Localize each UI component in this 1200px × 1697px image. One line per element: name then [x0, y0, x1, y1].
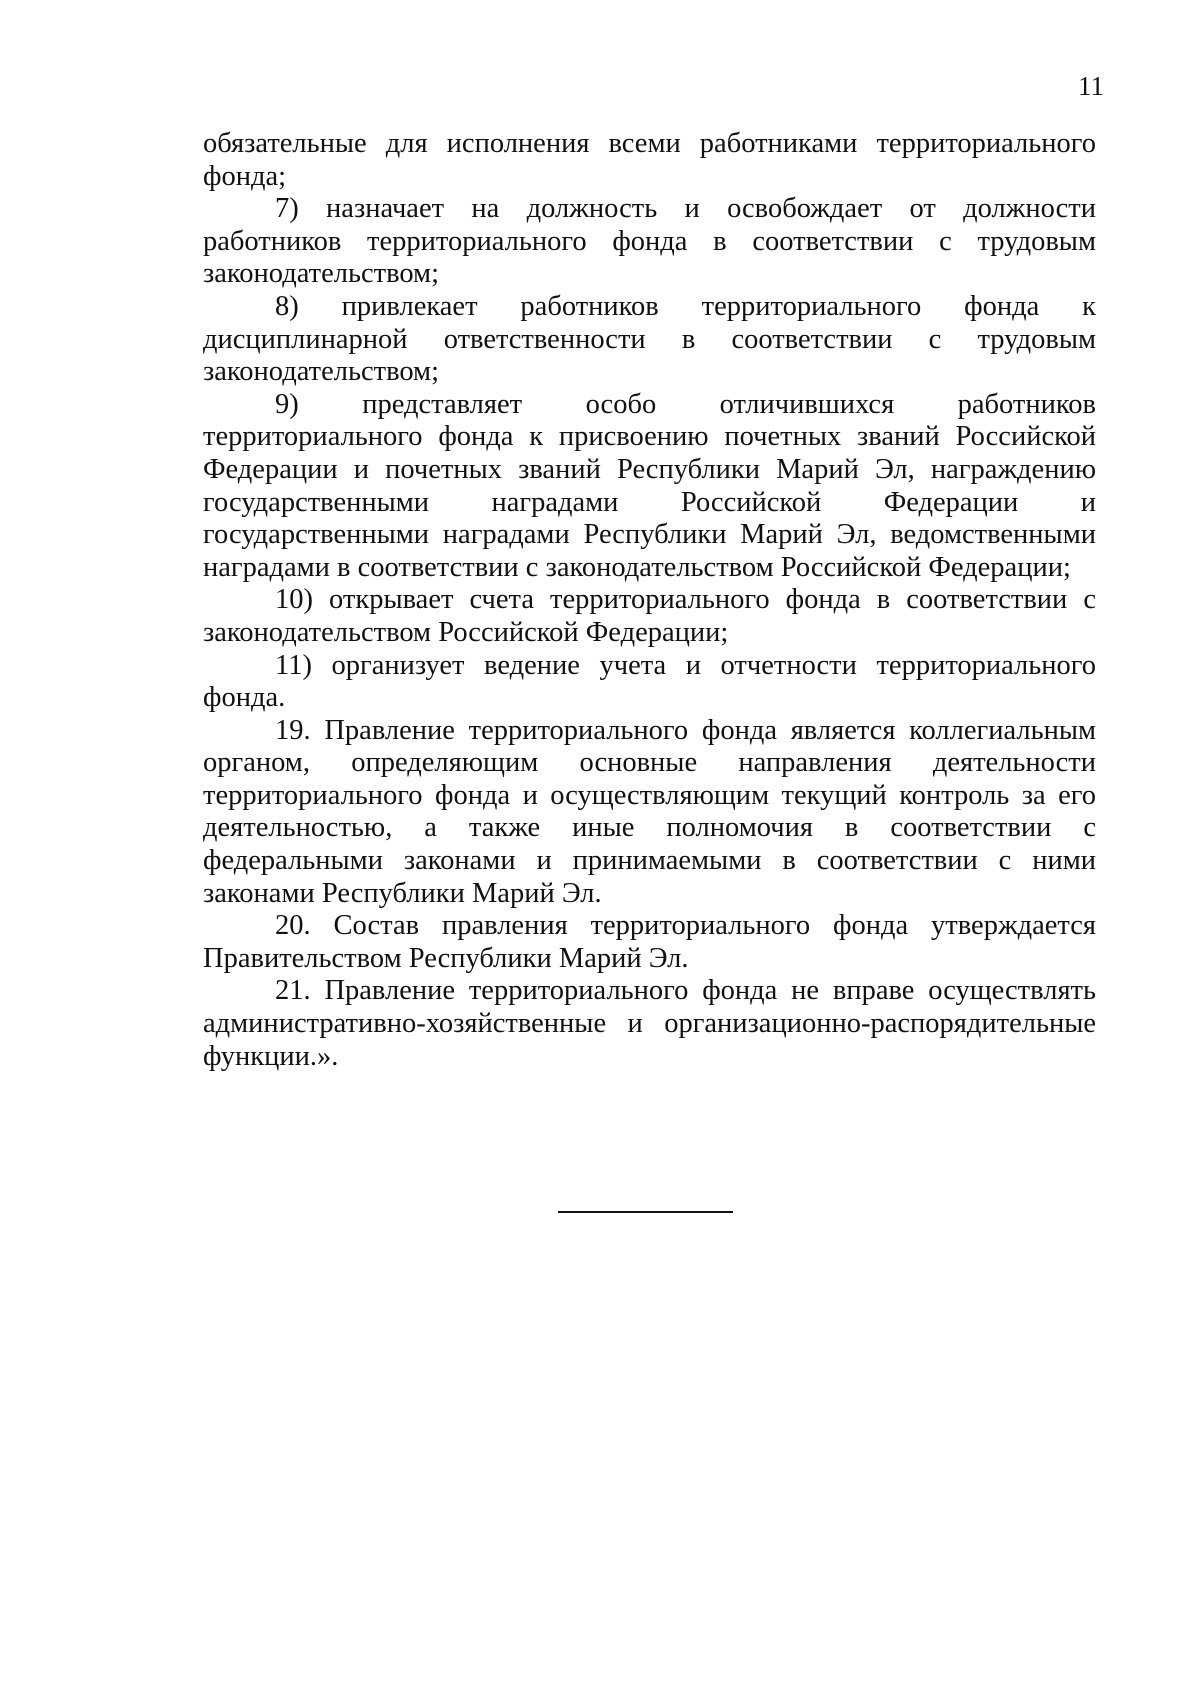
- end-of-document-rule: [558, 1211, 733, 1213]
- paragraph-section-19: 19. Правление территориального фонда является коллегиальным органом, определяющим основные направления деятельности территориального фонда и осуществляющим текущий контроль за его деятельностью, а также иные полномочия в соответствии с федеральными законами и принимаемыми в соответствии с ними законами Республики Марий Эл.: [203, 714, 1096, 909]
- paragraph-item-9: 9) представляет особо отличившихся работников территориального фонда к присвоению почетных званий Российской Федерации и почетных званий Республики Марий Эл, награждению государственными наградами Российской Федерации и государственными наградами Республики Марий Эл, ведомственными наградами в соответствии с законодательством Российской Федерации;: [203, 388, 1096, 583]
- paragraph-item-10: 10) открывает счета территориального фонда в соответствии с законодательством Российской Федерации;: [203, 584, 1096, 648]
- paragraph-item-7: 7) назначает на должность и освобождает от должности работников территориального фонда в соответствии с трудовым законодательством;: [203, 193, 1096, 290]
- paragraph-continuation: обязательные для исполнения всеми работниками территориального фонда;: [203, 128, 1096, 192]
- paragraph-item-8: 8) привлекает работников территориального фонда к дисциплинарной ответственности в соответствии с трудовым законодательством;: [203, 290, 1096, 388]
- paragraph-item-11: 11) организует ведение учета и отчетности территориального фонда.: [203, 649, 1096, 714]
- document-body: [203, 128, 1096, 1073]
- page-number: 11: [1078, 71, 1104, 101]
- paragraph-section-20: 20. Состав правления территориального фонда утверждается Правительством Республики Марий Эл.: [203, 910, 1096, 974]
- paragraph-section-21: 21. Правление территориального фонда не вправе осуществлять административно-хозяйственные и организационно-распорядительные функции.».: [203, 975, 1096, 1072]
